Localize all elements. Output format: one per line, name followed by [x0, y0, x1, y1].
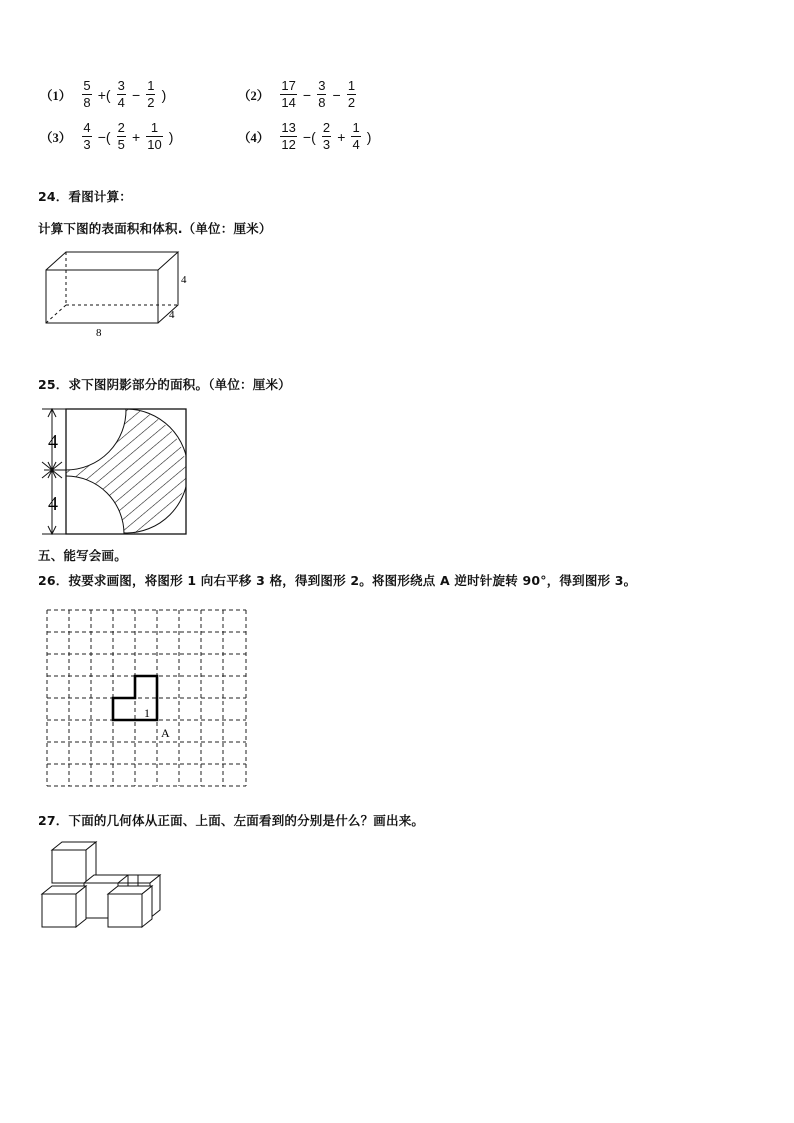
- width-label: 4: [169, 309, 175, 321]
- operator: −(: [302, 128, 316, 145]
- question-25-title: 25．求下图阴影部分的面积。（单位：厘米）: [38, 377, 291, 392]
- fraction: $\frac{13}{12}$: [281, 120, 296, 152]
- operator: −: [332, 86, 341, 103]
- cube-front-face: [42, 894, 76, 927]
- operator: ): [366, 128, 372, 145]
- fraction: $\frac{2}{5}$: [117, 120, 125, 152]
- fraction: $\frac{2}{3}$: [322, 120, 331, 152]
- item-label: （1）: [40, 88, 72, 103]
- cube-front-face: [108, 894, 142, 927]
- cuboid-figure: [38, 240, 198, 340]
- expression-2: [238, 78, 363, 111]
- length-label: 8: [96, 327, 102, 339]
- dimension-top-label: 4: [48, 431, 58, 453]
- fraction: $\frac{1}{4}$: [352, 120, 360, 152]
- fraction: $\frac{3}{4}$: [117, 78, 125, 110]
- question-24-title: 24．看图计算：: [38, 189, 132, 204]
- fraction: $\frac{3}{8}$: [318, 78, 326, 110]
- fraction: $\frac{1}{2}$: [347, 78, 356, 110]
- fraction: $\frac{4}{3}$: [83, 120, 91, 152]
- operator: ): [161, 86, 167, 103]
- cube-solid-figure: [38, 838, 168, 934]
- operator: ): [168, 128, 174, 145]
- shaded-area-figure: [36, 404, 196, 538]
- dimension-bottom-label: 4: [48, 493, 58, 515]
- expression-4: [238, 120, 372, 153]
- operator: +: [337, 128, 346, 145]
- fraction: $\frac{17}{14}$: [281, 78, 296, 110]
- expression-3: [40, 120, 174, 153]
- fraction: $\frac{1}{2}$: [147, 78, 155, 110]
- fraction: $\frac{1}{10}$: [147, 120, 162, 152]
- item-label: （3）: [40, 130, 72, 145]
- section-5-title: 五、能写会画。: [38, 548, 127, 563]
- operator: +(: [97, 86, 111, 103]
- figure-1-shape: [113, 676, 157, 720]
- question-27-title: 27．下面的几何体从正面、上面、左面看到的分别是什么？画出来。: [38, 813, 425, 828]
- operator: −(: [97, 128, 111, 145]
- expression-1: [40, 78, 167, 111]
- fraction: $\frac{5}{8}$: [83, 78, 91, 110]
- figure-1-label: 1: [144, 706, 150, 720]
- question-24-instruction: 计算下图的表面积和体积.（单位：厘米）: [38, 221, 272, 236]
- point-a-label: A: [161, 726, 170, 740]
- cube-front-face: [52, 850, 86, 883]
- height-label: 4: [181, 274, 187, 286]
- dashed-grid: [47, 610, 246, 786]
- item-label: （2）: [238, 88, 270, 103]
- grid-figure: [44, 607, 254, 792]
- cuboid-front-face: [46, 270, 158, 323]
- item-label: （4）: [238, 130, 270, 145]
- operator: −: [131, 86, 141, 103]
- operator: −: [302, 86, 312, 103]
- question-26-title: 26．按要求画图，将图形 1 向右平移 3 格，得到图形 2。将图形绕点 A 逆时针旋转 90°，得到图形 3。: [38, 573, 637, 588]
- cuboid-right-face: [158, 252, 178, 323]
- operator: +: [131, 128, 141, 145]
- cuboid-hidden-edge: [46, 305, 66, 323]
